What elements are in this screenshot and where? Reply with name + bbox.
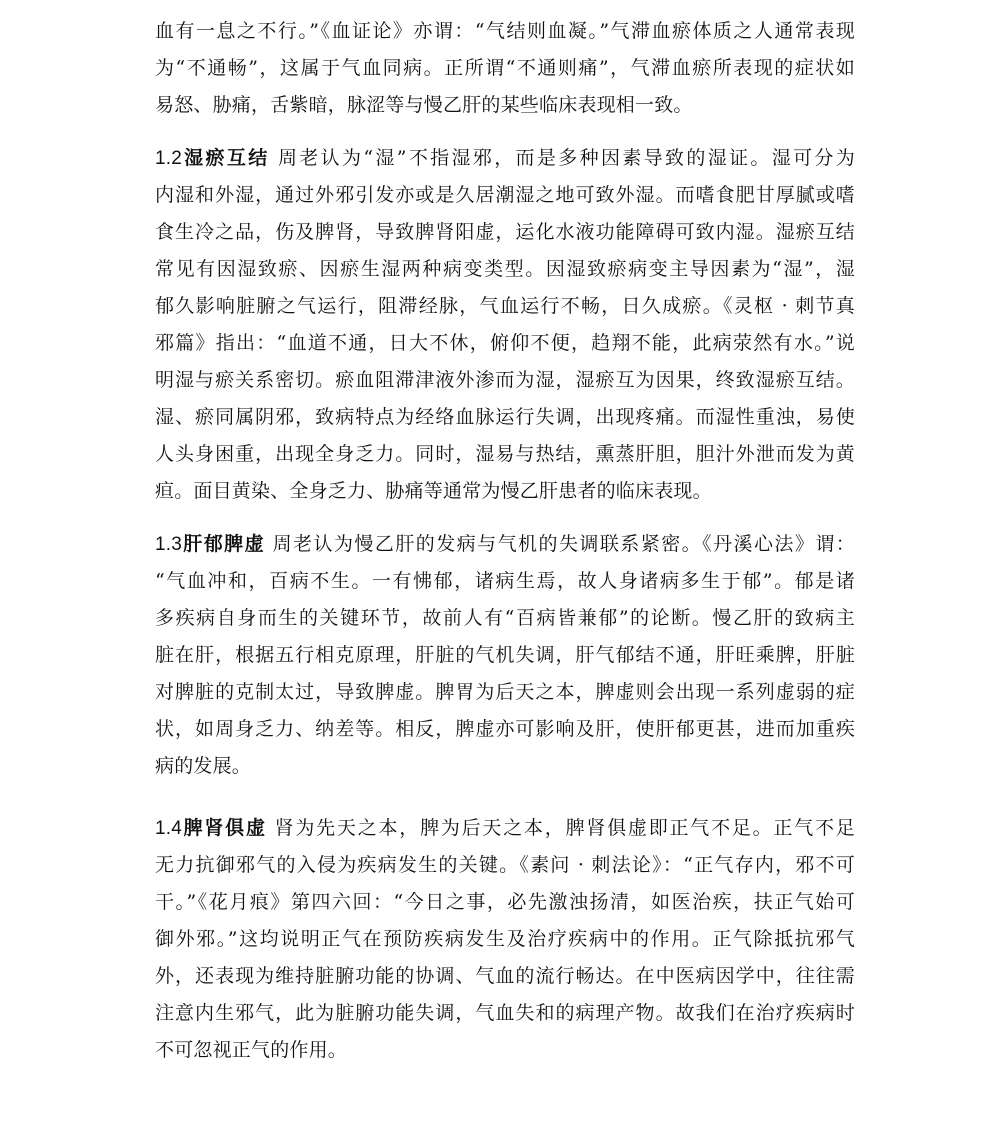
body-line: 常见有因湿致瘀、因瘀生湿两种病变类型。因湿致瘀病变主导因素为“湿”，湿 <box>155 258 855 280</box>
section-title: 脾肾俱虚 <box>182 817 267 839</box>
section-heading <box>155 147 270 169</box>
body-line: 明湿与瘀关系密切。瘀血阻滞津液外渗而为湿，湿瘀互为因果，终致湿瘀互结。 <box>155 369 855 391</box>
body-line: 无力抗御邪气的入侵为疾病发生的关键。《素问 · 刺法论》：“正气存内，邪不可 <box>155 854 855 876</box>
body-line: 血有一息之不行。”《血证论》亦谓：“气结则血凝。”气滞血瘀体质之人通常表现 <box>155 20 855 42</box>
body-line: 干。”《花月痕》第四六回：“今日之事，必先激浊扬清，如医治疾，扶正气始可 <box>155 891 855 913</box>
body-line: 郁久影响脏腑之气运行，阻滞经脉，气血运行不畅，日久成瘀。《灵枢 · 刺节真 <box>155 295 855 317</box>
section-first-text: 周老认为慢乙肝的发病与气机的失调联系紧密。《丹溪心法》谓： <box>272 533 855 555</box>
body-line: 状，如周身乏力、纳差等。相反，脾虚亦可影响及肝，使肝郁更甚，进而加重疾 <box>155 718 855 740</box>
body-line: 对脾脏的克制太过，导致脾虚。脾胃为后天之本，脾虚则会出现一系列虚弱的症 <box>155 681 855 703</box>
section-number: 1.4 <box>155 818 183 839</box>
body-line: 为“不通畅”，这属于气血同病。正所谓“不通则痛”，气滞血瘀所表现的症状如 <box>155 57 855 79</box>
body-line: 邪篇》指出：“血道不通，日大不休，俯仰不便，趋翔不能，此病荥然有水。”说 <box>155 332 855 354</box>
section-heading <box>155 817 267 839</box>
body-line: “气血冲和，百病不生。一有怫郁，诸病生焉，故人身诸病多生于郁”。郁是诸 <box>155 570 855 592</box>
section-heading <box>155 533 265 555</box>
body-line: 疸。面目黄染、全身乏力、胁痛等通常为慢乙肝患者的临床表现。 <box>155 480 712 502</box>
body-line: 脏在肝，根据五行相克原理，肝脏的气机失调，肝气郁结不通，肝旺乘脾，肝脏 <box>155 644 855 666</box>
body-line: 易怒、胁痛，舌紫暗，脉涩等与慢乙肝的某些临床表现相一致。 <box>155 94 693 116</box>
body-line: 病的发展。 <box>155 755 252 777</box>
section-title: 肝郁脾虚 <box>182 533 266 555</box>
section-first-text: 肾为先天之本，脾为后天之本，脾肾俱虚即正气不足。正气不足 <box>274 817 855 839</box>
section-first-line <box>155 810 855 847</box>
body-line: 多疾病自身而生的关键环节，故前人有“百病皆兼郁”的论断。慢乙肝的致病主 <box>155 607 855 629</box>
body-line: 注意内生邪气，此为脏腑功能失调，气血失和的病理产物。故我们在治疗疾病时 <box>155 1002 855 1024</box>
section-first-line <box>155 140 855 177</box>
section-first-text: 周老认为“湿”不指湿邪，而是多种因素导致的湿证。湿可分为 <box>277 147 855 169</box>
body-line: 外，还表现为维持脏腑功能的协调、气血的流行畅达。在中医病因学中，往往需 <box>155 965 855 987</box>
body-line: 人头身困重，出现全身乏力。同时，湿易与热结，熏蒸肝胆，胆汁外泄而发为黄 <box>155 443 855 465</box>
body-line: 内湿和外湿，通过外邪引发亦或是久居潮湿之地可致外湿。而嗜食肥甘厚腻或嗜 <box>155 184 855 206</box>
body-line: 御外邪。”这均说明正气在预防疾病发生及治疗疾病中的作用。正气除抵抗邪气 <box>155 928 855 950</box>
section-first-line <box>155 526 855 563</box>
section-number: 1.2 <box>155 148 183 169</box>
body-line: 不可忽视正气的作用。 <box>155 1039 348 1061</box>
body-line: 食生冷之品，伤及脾肾，导致脾肾阳虚，运化水液功能障碍可致内湿。湿瘀互结 <box>155 221 855 243</box>
body-line: 湿、瘀同属阴邪，致病特点为经络血脉运行失调，出现疼痛。而湿性重浊，易使 <box>155 406 855 428</box>
section-title: 湿瘀互结 <box>182 147 270 169</box>
section-number: 1.3 <box>155 534 183 555</box>
